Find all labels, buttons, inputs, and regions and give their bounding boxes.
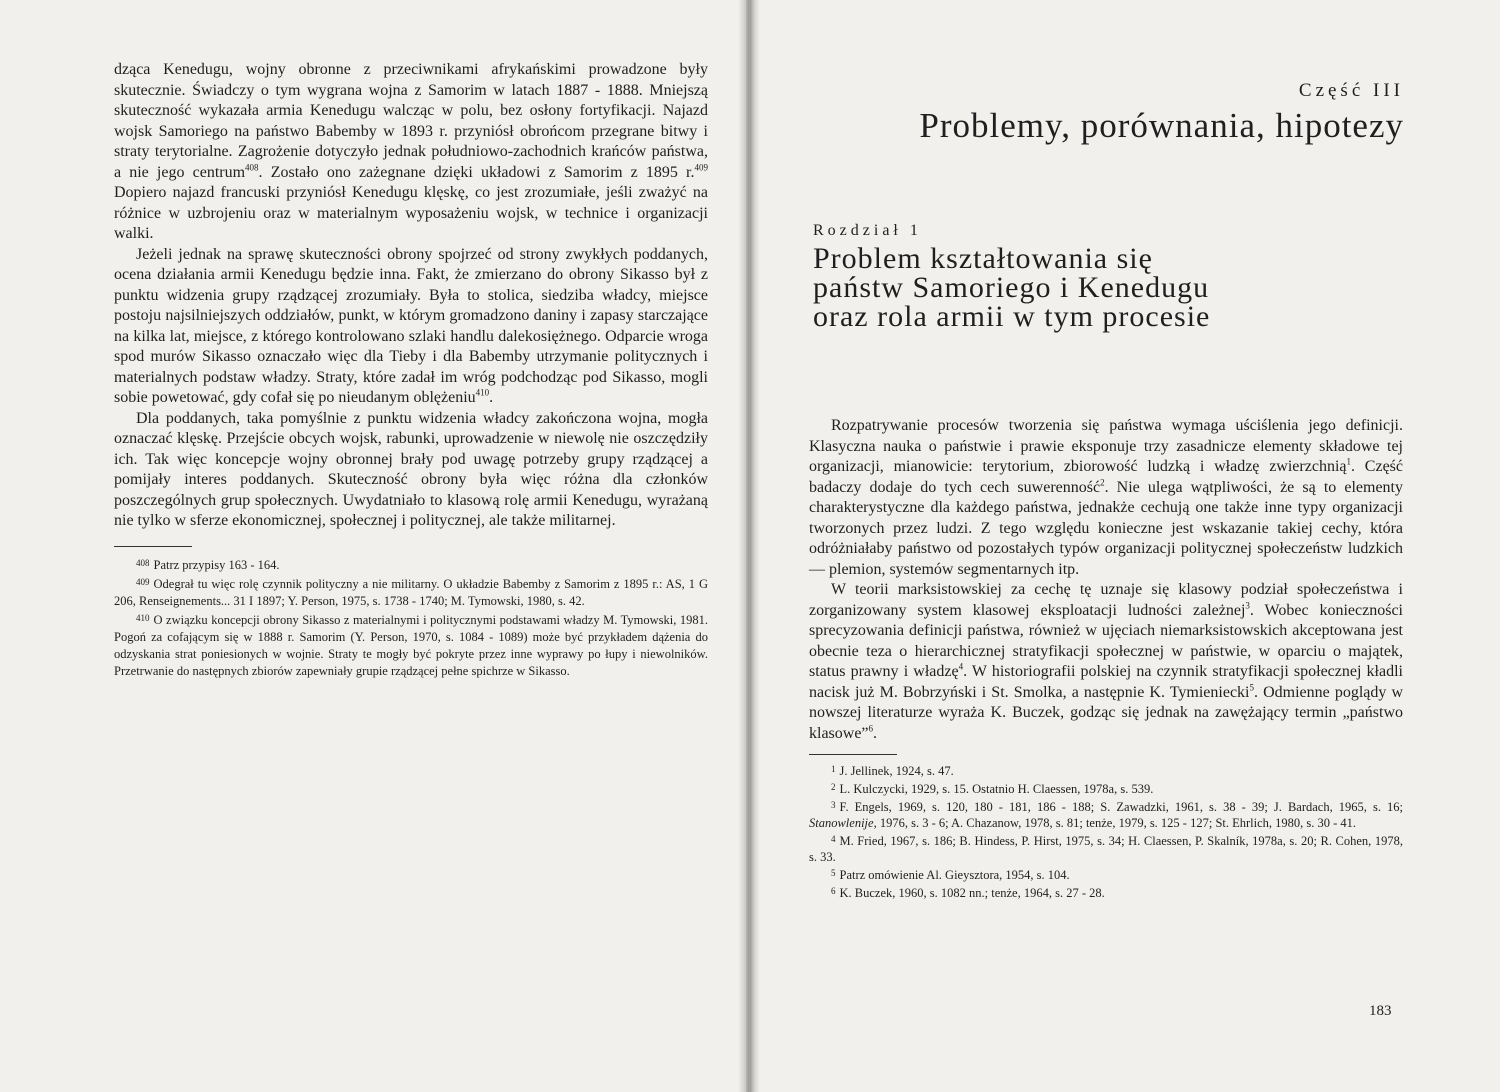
left-paragraph-3: Dla poddanych, taka pomyślnie z punktu widzenia władcy zakończona wojna, mogła oznaczać klęskę. Przejście obcych wojsk, rabunki, uprowadzenie w niewolę nie oszczędziły ich. Tak więc koncepcje wojny obronnej brały pod uwagę potrzeby grupy rządzącej a pomijały interes poddanych. Skuteczność obrony była więc różna dla członków poszczególnych grup społecznych. Uwydatniało to klasową rolę armii Kenedugu, wyrażaną nie tylko w sferze ekonomicznej, społecznej i politycznej, ale także militarnej. bbox=[114, 409, 708, 529]
footnote: $^5$ Patrz omówienie Al. Gieysztora, 1954, s. 104. bbox=[831, 868, 1070, 882]
chapter-label: Rozdział 1 bbox=[813, 222, 922, 239]
right-paragraph-1: Rozpatrywanie procesów tworzenia się państwa wymaga uściślenia jego definicji. Klasyczna nauka o państwie i prawie eksponuje trzy zasadnicze elementy składowe tej organizacji, mianowicie: terytorium, zbiorowość ludzką i władzę zwierzchnią$^1$. Część badaczy dodaje do tych cech suwerenność$^2$. Nie ulega wątpliwości, że są to elementy charakterystyczne dla każdego państwa, jednakże cechują one także inne typy organizacji tworzonych przez ludzi. Z tego względu konieczne jest wskazanie takiej cechy, która odróżniałaby państwo od pozostałych typów organizacji politycznej społeczeństw ludzkich — plemion, systemów segmentarnych itp. bbox=[809, 417, 1404, 578]
right-footnotes bbox=[809, 761, 1403, 901]
left-body-text bbox=[114, 60, 708, 532]
chapter-title-line: państw Samoriego i Kenedugu bbox=[813, 271, 1210, 304]
part-label: Część III bbox=[1298, 80, 1404, 101]
footnote-ref: 5 bbox=[1249, 682, 1254, 693]
footnote-divider bbox=[114, 546, 192, 547]
footnote: $^{408}$ Patrz przypisy 163 - 164. bbox=[136, 557, 280, 572]
left-footnotes bbox=[114, 555, 708, 680]
left-page bbox=[0, 0, 746, 1092]
footnote-ref: 408 bbox=[245, 162, 259, 173]
footnote-ref: 6 bbox=[868, 723, 874, 734]
left-text-column bbox=[114, 60, 708, 680]
right-text-column bbox=[809, 416, 1403, 901]
right-paragraph-2: W teorii marksistowskiej za cechę tę uznaje się klasowy podział społeczeństwa i zorganizowany system klasowej eksploatacji ludności zależnej$^3$. Wobec konieczności sprecyzowania definicji państwa, również w ujęciach niemarksistowskich akceptowana jest obecnie teza o hierarchicznej stratyfikacji społecznej w państwie, w oparciu o majątek, status prawny i władzę$^4$. W historiografii polskiej na czynnik stratyfikacji społecznej kładli nacisk już M. Bobrzyński i St. Smolka, a następnie K. Tymieniecki$^5$. Odmienne poglądy w nowszej literaturze wyraża K. Buczek, godząc się jednak na zawężający termin „państwo klasowe”$^6$. bbox=[809, 581, 1404, 742]
footnote: $^4$ M. Fried, 1967, s. 186; B. Hindess, P. Hirst, 1975, s. 34; H. Claessen, P. Skalník, 1978a, s. 20; R. Cohen, 1978, s. 33. bbox=[809, 834, 1403, 864]
footnote: $^2$ L. Kulczycki, 1929, s. 15. Ostatnio H. Claessen, 1978a, s. 539. bbox=[831, 782, 1154, 796]
main-title: Problemy, porównania, hipotezy bbox=[919, 106, 1404, 145]
left-paragraph-2: Jeżeli jednak na sprawę skuteczności obrony spojrzeć od strony zwykłych poddanych, ocena działania armii Kenedugu będzie inna. Fakt, że zmierzano do obrony Sikasso był z punktu widzenia grupy rządzącej zrozumiały. Była to stolica, siedziba władcy, miejsce postoju najsilniejszych oddziałów, punkt, w którym gromadzono daniny i zapasy starczające na kilka lat, miejsce, z którego kontrolowano szlaki handlu dalekosiężnego. Odparcie wroga spod murów Sikasso oznaczało więc dla Tieby i dla Babemby utrzymanie politycznych i materialnych podstaw władzy. Straty, które zadał im wróg podchodząc pod Sikasso, mogli sobie powetować, gdy cofał się po nieudanym oblężeniu$^{410}$. bbox=[114, 245, 708, 406]
footnote: $^{409}$ Odegrał tu więc rolę czynnik polityczny a nie militarny. O układzie Babemby z Samorim z 1895 r.: AS, 1 G 206, Renseignements... 31 I 1897; Y. Person, 1975, s. 1738 - 1740; M. Tymowski, 1980, s. 42. bbox=[114, 576, 708, 608]
footnote-ref: 2 bbox=[1100, 477, 1105, 488]
right-body-text bbox=[809, 416, 1403, 744]
left-paragraph-1: dząca Kenedugu, wojny obronne z przeciwnikami afrykańskimi prowadzone były skutecznie. Świadczy o tym wygrana wojna z Samorim w latach 1887 - 1888. Mniejszą skuteczność wykazała armia Kenedugu walcząc w polu, bez osłony fortyfikacji. Najazd wojsk Samoriego na państwo Babemby w 1893 r. przyniósł obrońcom przegrane bitwy i straty terytorialne. Zagrożenie dotyczyło jednak południowo-zachodnich krańców państwa, a nie jego centrum$^{408}$. Zostało ono zażegnane dzięki układowi z Samorim z 1895 r.$^{409}$ Dopiero najazd francuski przyniósł Kenedugu klęskę, co jest zrozumiałe, jeśli zważyć na różnice w uzbrojeniu oraz w materialnym wyposażeniu wojsk, w technice i organizacji walki. bbox=[114, 61, 708, 242]
chapter-title-line: Problem kształtowania się bbox=[813, 242, 1153, 275]
footnote-ref: 4 bbox=[958, 661, 964, 672]
footnote-ref: 410 bbox=[475, 387, 490, 398]
footnote: $^{410}$ O związku koncepcji obrony Sikasso z materialnymi i politycznymi podstawami władzy M. Tymowski, 1981. Pogoń za cofającym się w 1888 r. Samorim (Y. Person, 1970, s. 1084 - 1089) może być przykładem dążenia do odzyskania strat poniesionych w wojnie. Straty te mogły być pokryte przez inne wyprawy po łupy i niewolników. Przetrwanie do następnych zbiorów zapewniały grupie rządzącej pełne spichrze w Sikasso. bbox=[114, 612, 708, 678]
right-page bbox=[749, 0, 1500, 1092]
footnote: $^1$ J. Jellinek, 1924, s. 47. bbox=[831, 764, 954, 778]
chapter-title bbox=[813, 244, 1373, 331]
footnote-ref: 1 bbox=[1346, 456, 1351, 467]
chapter-title-line: oraz rola armii w tym procesie bbox=[813, 300, 1211, 333]
book-gutter bbox=[738, 0, 760, 1092]
footnote: $^3$ F. Engels, 1969, s. 120, 180 - 181, 186 - 188; S. Zawadzki, 1961, s. 38 - 39; J. Bardach, 1965, s. 16; Stanowlenije, 1976, s. 3 - 6; A. Chazanow, 1978, s. 81; tenże, 1979, s. 125 - 127; St. Ehrlich, 1980, s. 30 - 41. bbox=[809, 800, 1403, 830]
footnote-divider bbox=[809, 754, 897, 755]
footnote-ref: 409 bbox=[694, 162, 708, 173]
footnote-ref: 3 bbox=[1245, 600, 1250, 611]
footnote: $^6$ K. Buczek, 1960, s. 1082 nn.; tenże, 1964, s. 27 - 28. bbox=[831, 886, 1105, 900]
page-number: 183 bbox=[1369, 1003, 1392, 1019]
